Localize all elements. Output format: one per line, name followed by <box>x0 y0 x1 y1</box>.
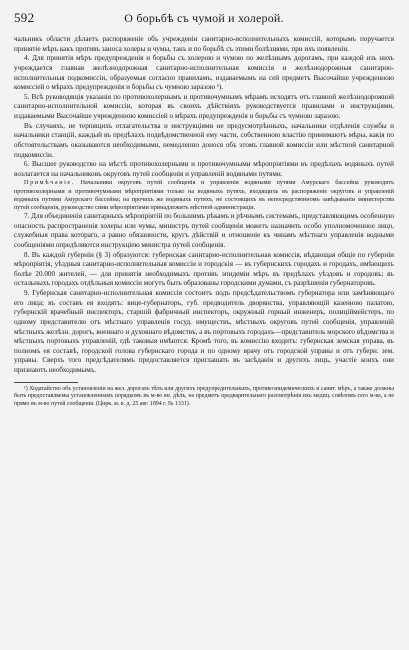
footnote-separator <box>14 382 78 383</box>
paragraph-7: 7. Для объединенія санитарныхъ мѣропріятій по большимъ рѣкамъ и рѣчнымъ системамъ, представляющимъ особенную опасность распространенія холеры или чумы, министръ путей сообщенія можетъ назначить особо уполномоченное лицо, служебныя права котораго, а равно обязанности, кругъ дѣйствій и отношеніе къ чинамъ мѣстнаго управленія водными сообщеніями опредѣляются инструкціею министра путей сообщенія. <box>14 212 394 249</box>
paragraph-continuation: чальникъ области дѣлаетъ распоряженіе объ учрежденіи санитарно-исполнительныхъ комиссій, которымъ поручается принятіе мѣръ какъ противъ заноса холеры и чумы, такъ и по борьбѣ съ этими болѣзнями, при ихъ появленіи. <box>14 35 394 53</box>
note-text: Начальники округовъ путей сообщенія и управленія водяными путями Амурскаго бассейна руководятъ противохолерными и противочумными мѣропріятіями только на водяныхъ путяхъ, входящихъ въ распоряженіе округовъ и управленій водяныхъ путями Амурскаго бассейна; на прочихъ же водяныхъ путяхъ, не состоящихъ въ непосредственномъ завѣдываніи министерства путей сообщенія, руководство сими мѣропріятіями принадлежитъ мѣстной администраціи. <box>14 179 395 211</box>
note-label: Примѣчаніе. <box>24 179 75 187</box>
note-paragraph <box>14 179 394 212</box>
paragraph-6: 6. Высшее руководство на мѣстѣ противохолерными и противочумными мѣропріятіями въ предѣлахъ водяныхъ путей возлагается на начальниковъ округовъ путей сообщенія и управленій водяными путями. <box>14 160 394 178</box>
paragraph-4: 4. Для принятія мѣръ предупрежденія и борьбы съ холерою и чумою по желѣзнымъ дорогамъ, при каждой изъ нихъ учреждается главная желѣзнодорожная санитарно-исполнительная комиссія и желѣзнодорожныя санитарно-исполнительныя подкомиссіи, образуемыя согласно правиламъ, издаваемымъ на сей предметъ Высочайше учрежденною комиссіей о мѣрахъ предупрежденія и борьбы съ чумною заразою ¹). <box>14 54 394 92</box>
paragraph-9: 9. Губернская санитарно-исполнительная комиссія состоитъ подъ предсѣдательствомъ губернатора или замѣняющаго его лица; въ составъ ея входятъ: вице-губернаторъ, губ. предводитель дворянства, управляющій казенною палатою, губернскій врачебный инспекторъ, старшій фабричный инспекторъ, окружный горный инженеръ, полиціймейстеръ, по одному представителю отъ мѣстнаго управленія госуд. имуществъ, мѣстныхъ округовъ путей сообщенія, управленій мѣстныхъ желѣзн. дорогъ, военнаго и духовнаго вѣдомствъ, а въ портовыхъ городахъ—представитель морского вѣдомства и мѣстныхъ портовыхъ управленій, гдѣ таковыя имѣются. Кромѣ того, въ комиссію входитъ: губернская земская управа, въ полномъ ея составѣ, городской голова губернскаго города и по одному врачу отъ городской управы и отъ губерн. зем. управы. Сверхъ того предсѣдателямъ предоставляется приглашать въ засѣданія и другихъ лицъ, участіе коихъ они признаютъ необходимымъ. <box>14 289 394 374</box>
footnote: ¹) Ходатайство объ установленіи на жел. дорогахъ тѣхъ или другихъ предупредительныхъ, противоэпидемическихъ и санит. мѣръ, а также должны быть предоставляемы установленнымъ порядкомъ въ м-во вн. дѣлъ, на предметъ предварительнаго разсмотрѣнія ихъ медиц. совѣтомъ сего м-ва, а не прямо въ м-во путей сообщенія. (Цирк. м. в. д. 25 авг. 1894 г. № 1331). <box>14 385 394 408</box>
paragraph-8: 8. Въ каждой губерніи (§ 3) образуются: губернская санитарно-исполнительная комиссія, вѣдающая общіе по губерніи мѣропріятія, уѣздныя санитарно-исполнительныя комиссіи и городскія — въ губернскихъ городахъ и городахъ, имѣющихъ болѣе 20.000 жителей, — для принятія необходимыхъ противъ эпидеміи мѣръ въ предѣлахъ уѣздовъ и городовъ; въ остальныхъ городахъ отдѣльныя комиссіи могутъ быть образованы городскими думами, съ разрѣшенія губернаторовъ. <box>14 250 394 288</box>
body-text <box>14 35 394 376</box>
page-header <box>14 10 394 26</box>
page-number: 592 <box>14 10 35 25</box>
paragraph-5-supplement: Въ случаяхъ, не терпящихъ отлагательства и инструкціями не предусмотрѣнныхъ, начальники отдѣленія службы и начальники станцій, каждый въ предѣлахъ подвѣдомственной ему части, собственною властію принимаютъ мѣры, какія по обстоятельствамъ оказываются необходимыми, немедленно донося объ этомъ главной комиссіи или мѣстной санитарной подкомиссіи. <box>14 121 394 159</box>
paragraph-5: 5. Всѣ руководящія указанія по противохолернымъ и противочумнымъ мѣрамъ исходятъ отъ главной желѣзнодорожной санитарно-исполнительной комиссіи, которая въ своихъ дѣйствіяхъ руководствуется правилами и инструкціями, издаваемыми Высочайше учрежденною комиссіей о мѣрахъ предупрежденія и борьбы съ чумною заразою. <box>14 92 394 120</box>
running-title: О борьбѣ съ чумой и холерой. <box>124 11 284 25</box>
